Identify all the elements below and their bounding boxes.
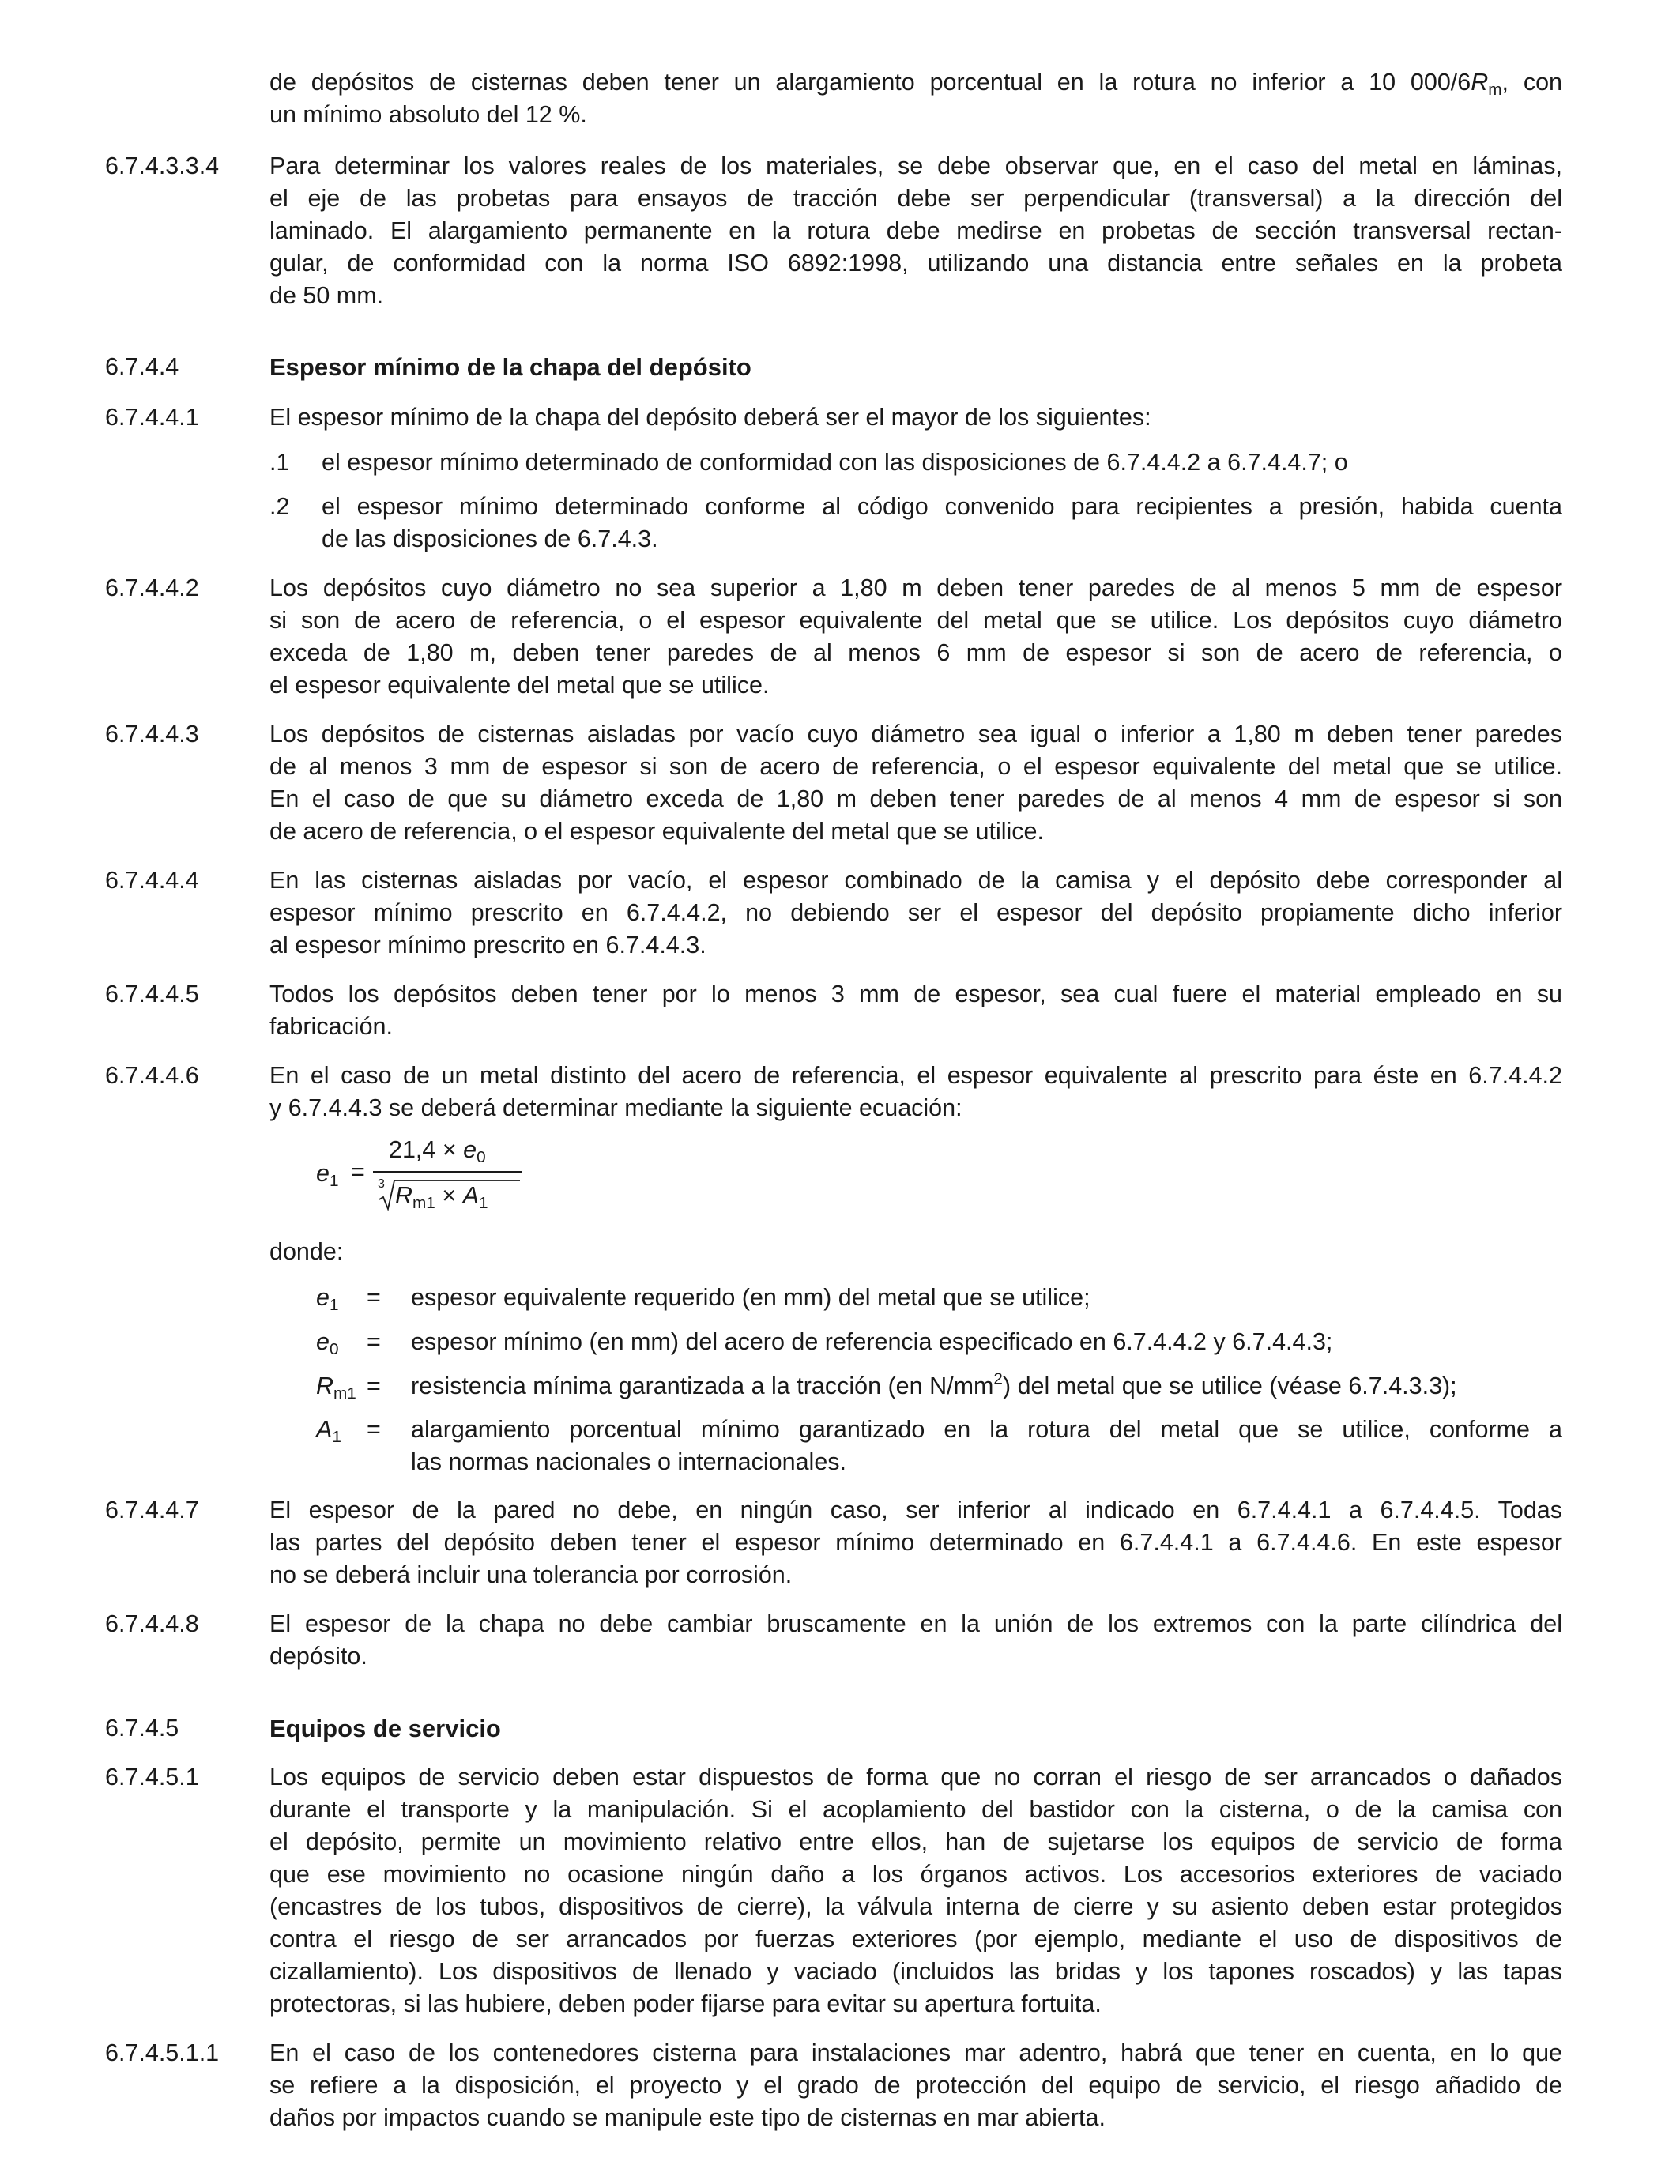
variable-equals: =	[367, 1416, 381, 1443]
list-marker: .1	[269, 449, 290, 476]
equation-denominator: $R_{m1} \times A_1$	[395, 1182, 488, 1213]
section-body	[269, 978, 1562, 1043]
section-heading: Equipos de servicio	[269, 1715, 501, 1742]
root-index: 3	[378, 1177, 385, 1191]
text-line: En el caso de los contenedores cisterna para instalaciones mar adentro, habrá que tener en cuenta, en lo que	[269, 2039, 1562, 2066]
text-line: gular, de conformidad con la norma ISO 6892:1998, utilizando una distancia entre señales en la probeta	[269, 250, 1562, 277]
section-number: 6.7.4.4.6	[105, 1062, 199, 1089]
equation-numerator: $21,4 \times e_0$	[389, 1136, 486, 1167]
text-line: El espesor de la pared no debe, en ningún caso, ser inferior al indicado en 6.7.4.4.1 a 6.7.4.4.5. Todas	[269, 1497, 1562, 1523]
text-line: En las cisternas aisladas por vacío, el espesor combinado de la camisa y el depósito debe corresponder al	[269, 867, 1562, 894]
text-line: En el caso de que su diámetro exceda de 1,80 m deben tener paredes de al menos 4 mm de espesor si son	[269, 785, 1562, 812]
text-line: espesor mínimo prescrito en 6.7.4.4.2, no debiendo ser el espesor del depósito propiamente dicho inferior	[269, 899, 1562, 926]
intro-line-1: de depósitos de cisternas deben tener un alargamiento porcentual en la rotura no inferior a 10 $000/6R_m$, con	[269, 69, 1562, 100]
variable-symbol: $e_1$	[316, 1284, 339, 1315]
variable-description	[411, 1414, 1562, 1478]
text-line: (encastres de los tubos, dispositivos de cierre), la válvula interna de cierre y su asiento deben estar protegidos	[269, 1893, 1562, 1920]
section-number: 6.7.4.4.3	[105, 721, 199, 747]
text-line: cizallamiento). Los dispositivos de llenado y vaciado (incluidos las bridas y los tapones roscados) y las tapas	[269, 1958, 1562, 1985]
list-text: el espesor mínimo determinado de conformidad con las disposiciones de 6.7.4.4.2 a 6.7.4.4.7; o	[322, 449, 1348, 476]
text-line: En el caso de un metal distinto del acero de referencia, el espesor equivalente al prescrito para éste en 6.7.4.4.2	[269, 1062, 1562, 1089]
variable-symbol: $A_1$	[316, 1416, 341, 1447]
text-line: las partes del depósito deben tener el espesor mínimo determinado en 6.7.4.4.1 a 6.7.4.4.6. En este espesor	[269, 1529, 1562, 1556]
variable-description: resistencia mínima garantizada a la tracción (en $N/mm^2$) del metal que se utilice (véase 6.7.4.3.3);	[411, 1369, 1457, 1399]
text-line: el espesor equivalente del metal que se utilice.	[269, 672, 770, 699]
text-line: al espesor mínimo prescrito en 6.7.4.4.3.	[269, 932, 706, 958]
text-line: que ese movimiento no ocasione ningún daño a los órganos activos. Los accesorios exteriores de vaciado	[269, 1861, 1562, 1888]
section-number: 6.7.4.4.1	[105, 404, 199, 431]
section-number: 6.7.4.5.1	[105, 1764, 199, 1791]
section-body	[269, 150, 1562, 312]
variable-description: espesor mínimo (en mm) del acero de referencia especificado en 6.7.4.4.2 y 6.7.4.4.3;	[411, 1328, 1333, 1355]
section-number: 6.7.4.3.3.4	[105, 153, 220, 179]
intro-body	[269, 66, 1562, 131]
list-marker: .2	[269, 493, 290, 520]
text-line: el eje de las probetas para ensayos de tracción debe ser perpendicular (transversal) a la dirección del	[269, 185, 1562, 212]
variable-equals: =	[367, 1284, 381, 1311]
text-line: protectoras, si las hubiere, deben poder fijarse para evitar su apertura fortuita.	[269, 1990, 1102, 2017]
section-body	[269, 572, 1562, 702]
section-body	[269, 1060, 1562, 1124]
text-line: el depósito, permite un movimiento relativo entre ellos, han de sujetarse los equipos de servicio de forma	[269, 1828, 1562, 1855]
text-line: depósito.	[269, 1643, 367, 1670]
section-number: 6.7.4.4.5	[105, 981, 199, 1007]
section-body	[269, 1761, 1562, 2020]
text-line: El espesor de la chapa no debe cambiar bruscamente en la unión de los extremos con la parte cilíndrica del	[269, 1610, 1562, 1637]
text-line: el espesor mínimo determinado conforme al código convenido para recipientes a presión, habida cuenta	[322, 493, 1562, 520]
section-number: 6.7.4.4.8	[105, 1610, 199, 1637]
section-number: 6.7.4.4.2	[105, 574, 199, 601]
text-line: y 6.7.4.4.3 se deberá determinar mediante la siguiente ecuación:	[269, 1094, 962, 1121]
text-line: Los depósitos cuyo diámetro no sea superior a 1,80 m deben tener paredes de al menos 5 mm de espesor	[269, 574, 1562, 601]
fraction-bar	[373, 1171, 522, 1173]
text-line: de 50 mm.	[269, 282, 384, 309]
equation-lhs: $e_1$	[316, 1160, 339, 1191]
variable-description: espesor equivalente requerido (en mm) del metal que se utilice;	[411, 1284, 1090, 1311]
section-number: 6.7.4.5	[105, 1715, 179, 1742]
section-number: 6.7.4.4.4	[105, 867, 199, 894]
section-body	[269, 864, 1562, 962]
text-line: laminado. El alargamiento permanente en la rotura debe medirse en probetas de sección transversal rectan-	[269, 217, 1562, 244]
section-body	[269, 718, 1562, 848]
text-line: Todos los depósitos deben tener por lo menos 3 mm de espesor, sea cual fuere el material empleado en su	[269, 981, 1562, 1007]
intro-line-2: un mínimo absoluto del 12 %.	[269, 101, 587, 128]
text-line: de las disposiciones de 6.7.4.3.	[322, 525, 658, 552]
section-number: 6.7.4.4.7	[105, 1497, 199, 1523]
text-line: si son de acero de referencia, o el espesor equivalente del metal que se utilice. Los depósitos cuyo diámetro	[269, 607, 1562, 634]
text-line: no se deberá incluir una tolerancia por corrosión.	[269, 1561, 793, 1588]
list-text	[322, 491, 1562, 555]
section-body	[269, 1608, 1562, 1673]
variable-equals: =	[367, 1328, 381, 1355]
section-number: 6.7.4.4	[105, 353, 179, 380]
text-line: El espesor mínimo de la chapa del depósito deberá ser el mayor de los siguientes:	[269, 404, 1151, 431]
text-line: de al menos 3 mm de espesor si son de acero de referencia, o el espesor equivalente del metal que se utilice.	[269, 753, 1562, 780]
text-line: exceda de 1,80 m, deben tener paredes de al menos 6 mm de espesor si son de acero de referencia, o	[269, 639, 1562, 666]
text-line: Los depósitos de cisternas aisladas por vacío cuyo diámetro sea igual o inferior a 1,80 m deben tener paredes	[269, 721, 1562, 747]
variable-symbol: $e_0$	[316, 1328, 339, 1359]
text-line: alargamiento porcentual mínimo garantizado en la rotura del metal que se utilice, conforme a	[411, 1416, 1562, 1443]
text-line: Para determinar los valores reales de los materiales, se debe observar que, en el caso del metal en láminas,	[269, 153, 1562, 179]
section-body	[269, 401, 1562, 434]
variable-equals: =	[367, 1373, 381, 1399]
equation-equals: =	[351, 1158, 365, 1185]
section-heading: Espesor mínimo de la chapa del depósito	[269, 353, 751, 381]
text-line: daños por impactos cuando se manipule este tipo de cisternas en mar abierta.	[269, 2104, 1106, 2131]
text-line: se refiere a la disposición, el proyecto y el grado de protección del equipo de servicio, el riesgo añadido de	[269, 2072, 1562, 2099]
text-line: contra el riesgo de ser arrancados por fuerzas exteriores (por ejemplo, mediante el uso de dispositivos de	[269, 1926, 1562, 1952]
section-body	[269, 2037, 1562, 2134]
text-line: fabricación.	[269, 1013, 393, 1040]
section-body	[269, 1494, 1562, 1591]
variable-symbol: $R_{m1}$	[316, 1373, 356, 1403]
donde-label: donde:	[269, 1238, 344, 1265]
text-line: Los equipos de servicio deben estar dispuestos de forma que no corran el riesgo de ser arrancados o dañados	[269, 1764, 1562, 1791]
section-number: 6.7.4.5.1.1	[105, 2039, 220, 2066]
text-line: durante el transporte y la manipulación. Si el acoplamiento del bastidor con la cisterna, o de la camisa con	[269, 1796, 1562, 1823]
text-line: de acero de referencia, o el espesor equivalente del metal que se utilice.	[269, 818, 1044, 845]
text-line: las normas nacionales o internacionales.	[411, 1448, 847, 1475]
equation	[316, 1136, 522, 1215]
